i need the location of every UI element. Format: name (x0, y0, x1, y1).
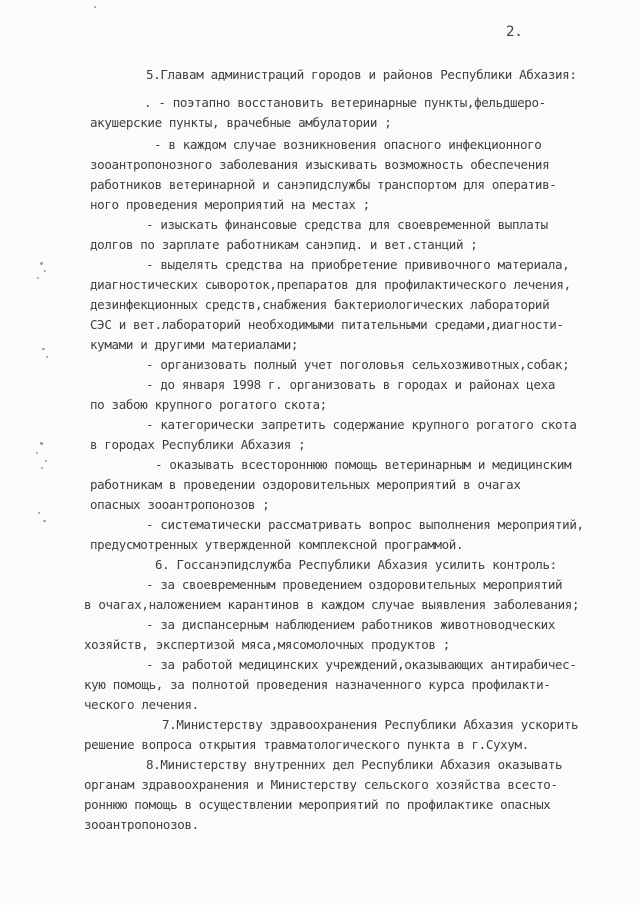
text-line: - в каждом случае возникновения опасного инфекционного (154, 137, 542, 152)
text-line: - изыскать финансовые средства для своевременной выплаты (146, 217, 548, 232)
text-line: - категорически запретить содержание крупного рогатого скота (146, 417, 577, 432)
scan-speck (46, 356, 48, 358)
text-line: предусмотренных утвержденной комплексной программой. (90, 537, 464, 552)
scan-speck (42, 348, 45, 350)
text-line: в городах Республики Абхазия ; (90, 437, 306, 452)
text-line: - за диспансерным наблюдением работников животноводческих (146, 617, 556, 632)
scan-speck (40, 262, 43, 265)
scan-speck (45, 460, 47, 462)
section-6-heading: 6. Госсанэпидслужба Республики Абхазия усилить контроль: (155, 557, 557, 572)
text-line: в очагах,наложением карантинов в каждом случае выявления заболевания; (84, 597, 580, 612)
text-line: по забою крупного рогатого скота; (90, 397, 327, 412)
text-line: хозяйств, экспертизой мяса,мясомолочных продуктов ; (84, 637, 450, 652)
scan-speck (94, 6, 96, 8)
text-line: - до января 1998 г. организовать в городах и районах цеха (146, 377, 556, 392)
text-line: - за своевременным проведением оздоровительных мероприятий (146, 577, 563, 592)
text-line: акушерские пункты, врачебные амбулатории ; (90, 115, 392, 130)
scan-speck (38, 512, 40, 514)
text-line: - за работой медицинских учреждений,оказывающих антирабичес- (146, 657, 577, 672)
text-line: долгов по зарплате работникам санэпид. и вет.станций ; (90, 237, 478, 252)
text-line: ческого лечения. (84, 697, 199, 712)
scan-speck (40, 442, 43, 445)
text-line: кумами и другими материалами; (90, 337, 299, 352)
text-line: зооантропонозов. (84, 817, 199, 832)
text-line: работникам в проведении оздоровительных мероприятий в очагах (90, 477, 521, 492)
section-8-heading: 8.Министерству внутренних дел Республики Абхазия оказывать (146, 757, 563, 772)
page-number: 2. (506, 24, 523, 40)
section-5-heading: 5.Главам администраций городов и районов Республики Абхазия: (146, 67, 577, 82)
text-line: . - поэтапно восстановить ветеринарные пункты,фельдшеро- (144, 95, 546, 110)
text-line: - оказывать всестороннюю помощь ветеринарным и медицинским (155, 457, 572, 472)
text-line: работников ветеринарной и санэпидслужбы транспортом для оператив- (90, 177, 557, 192)
text-line: диагностических сывороток,препаратов для профилактического лечения, (90, 277, 571, 292)
text-line: зооантропонозного заболевания изыскивать возможность обеспечения (90, 157, 550, 172)
scan-speck (43, 520, 46, 522)
text-line: роннюю помощь в осуществлении мероприятий по профилактике опасных (84, 797, 551, 812)
text-line: дезинфекционных средств,снабжения бактериологических лабораторий (90, 297, 550, 312)
section-7-heading: 7.Министерству здравоохранения Республики Абхазия ускорить (162, 717, 579, 732)
text-line: кую помощь, за полнотой проведения назначенного курса профилакти- (84, 677, 551, 692)
text-line: - организовать полный учет поголовья сельхозживотных,собак; (146, 357, 570, 372)
scan-speck (44, 270, 46, 272)
text-line: - выделять средства на приобретение прививочного материала, (146, 257, 570, 272)
text-line: ного проведения мероприятий на местах ; (90, 197, 370, 212)
scan-speck (41, 467, 43, 469)
text-line: органам здравоохранения и Министерству сельского хозяйства всесто- (84, 777, 558, 792)
text-line: опасных зооантропонозов ; (90, 497, 270, 512)
scan-speck (37, 277, 39, 279)
text-line: решение вопроса открытия травматологического пункта в г.Сухум. (84, 737, 529, 752)
text-line: СЭС и вет.лабораторий необходимыми питательными средами,диагности- (90, 317, 564, 332)
text-line: - систематически рассматривать вопрос выполнения мероприятий, (146, 517, 584, 532)
scan-speck (36, 452, 38, 454)
